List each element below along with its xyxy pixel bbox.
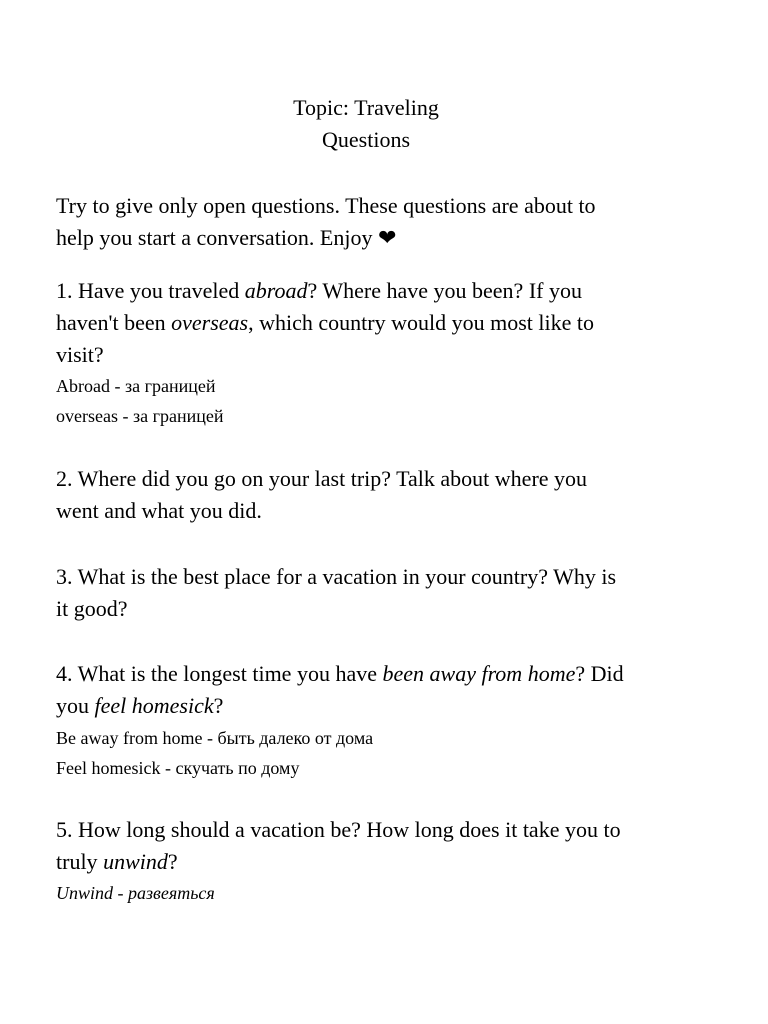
question-line <box>56 846 696 878</box>
question-line: 5. How long should a vacation be? How long does it take you to <box>56 817 621 842</box>
question-3 <box>56 561 696 625</box>
question-line <box>56 658 696 690</box>
vocab-gloss: Abroad - за границей <box>56 376 216 396</box>
question-2 <box>56 463 696 527</box>
vocab-term: been away from home <box>382 661 576 686</box>
vocab-gloss: Be away from home - быть далеко от дома <box>56 728 374 748</box>
intro-paragraph <box>56 190 696 254</box>
question-text: ? <box>213 693 224 718</box>
question-line: went and what you did. <box>56 498 262 523</box>
question-line: 2. Where did you go on your last trip? Talk about where you <box>56 466 588 491</box>
question-line: visit? <box>56 342 104 367</box>
page-subtitle: Questions <box>322 127 410 152</box>
question-text: ? <box>167 849 178 874</box>
question-text: ? Did <box>575 661 624 686</box>
question-5 <box>56 814 696 878</box>
intro-line: Try to give only open questions. These questions are about to <box>56 193 596 218</box>
question-text: , which country would you most like to <box>248 310 594 335</box>
vocab-term: overseas <box>171 310 249 335</box>
topic-title: Topic: Traveling <box>293 95 439 120</box>
vocab-term: feel homesick <box>94 693 214 718</box>
question-line: it good? <box>56 596 128 621</box>
vocab-gloss: Feel homesick - скучать по дому <box>56 758 300 778</box>
question-4 <box>56 658 696 722</box>
question-line <box>56 307 696 339</box>
question-line: 3. What is the best place for a vacation in your country? Why is <box>56 564 617 589</box>
question-line <box>56 275 696 307</box>
question-line <box>56 690 696 722</box>
question-text: 4. What is the longest time you have <box>56 661 383 686</box>
question-1 <box>56 275 696 371</box>
intro-line: help you start a conversation. Enjoy ❤ <box>56 225 397 250</box>
question-text: ? Where have you been? If you <box>307 278 582 303</box>
question-text: haven't been <box>56 310 172 335</box>
vocab-term: unwind <box>103 849 168 874</box>
vocab-gloss: overseas - за границей <box>56 406 224 426</box>
question-text: you <box>56 693 95 718</box>
vocab-term: abroad <box>244 278 308 303</box>
question-text: truly <box>56 849 104 874</box>
vocab-gloss: Unwind - развеяться <box>56 883 215 903</box>
question-text: 1. Have you traveled <box>56 278 245 303</box>
